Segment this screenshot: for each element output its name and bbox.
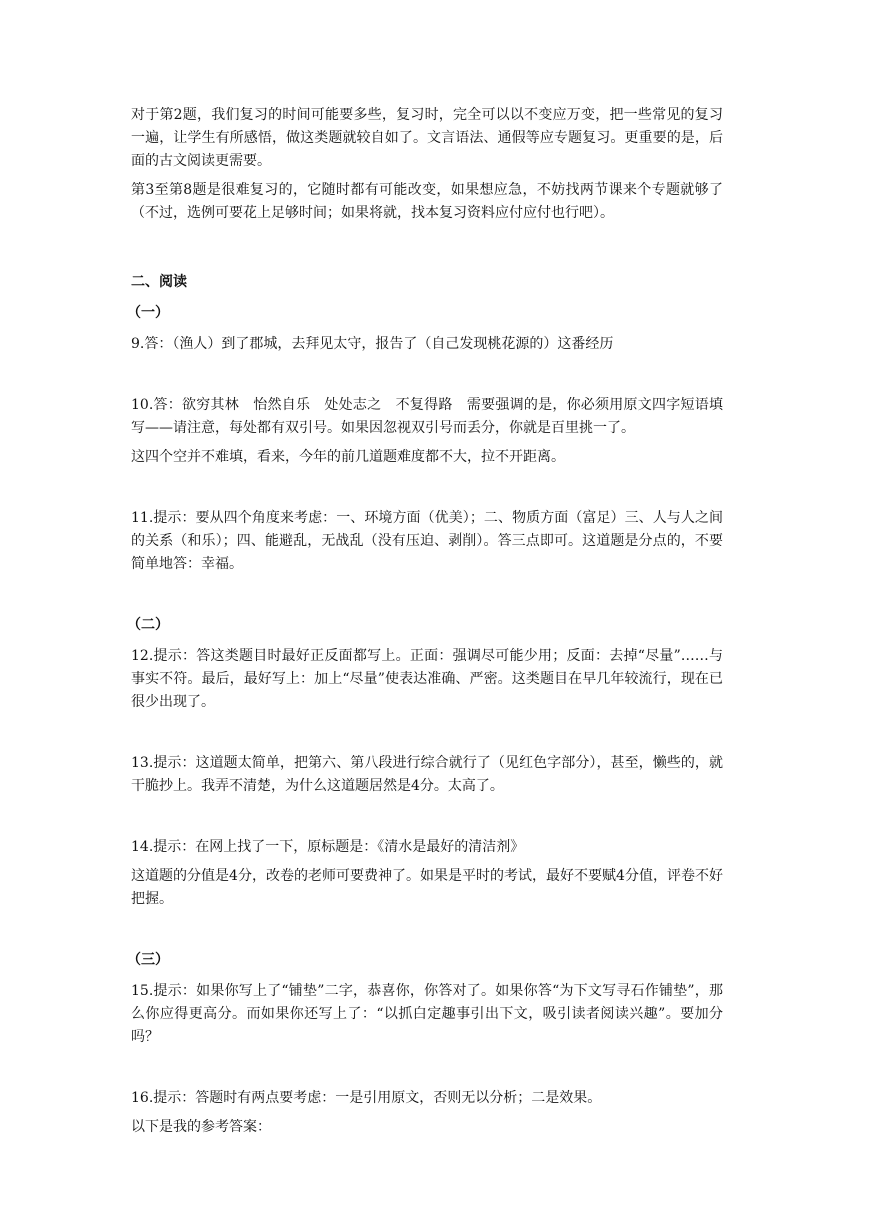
note-q10: 这四个空并不难填，看来，今年的前几道题难度都不大，拉不开距离。 bbox=[131, 449, 565, 465]
intro-paragraph-2: 第3至第8题是很难复习的，它随时都有可能改变，如果想应急，不妨找两节课来个专题就够了（不过，选例可要花上足够时间；如果将就，找本复习资料应付应付也行吧）。 bbox=[131, 182, 723, 221]
answer-q10: 10.答：欲穷其林 怡然自乐 处处志之 不复得路 需要强调的是，你必须用原文四字短语填写——请注意，每处都有双引号。如果因忽视双引号而丢分，你就是百里挑一了。 bbox=[131, 397, 723, 436]
answer-q15: 15.提示：如果你写上了“铺垫”二字，恭喜你，你答对了。如果你答“为下文写寻石作铺垫”，那么你应得更高分。而如果你还写上了：“以抓白定趣事引出下文，吸引读者阅读兴趣”。要加分吗？ bbox=[131, 983, 723, 1045]
part-1-label: （一） bbox=[127, 305, 169, 321]
answer-q9: 9.答：（渔人）到了郡城，去拜见太守，报告了（自己发现桃花源的）这番经历 bbox=[131, 336, 614, 352]
answer-q11: 11.提示：要从四个角度来考虑：一、环境方面（优美）；二、物质方面（富足）三、人与人之间的关系（和乐）；四、能避乱，无战乱（没有压迫、剥削）。答三点即可。这道题是分点的，不要简单地答：幸福。 bbox=[131, 510, 723, 572]
document-page bbox=[127, 104, 723, 1145]
answer-q12: 12.提示：答这类题目时最好正反面都写上。正面：强调尽可能少用；反面：去掉“尽量”……与事实不符。最后，最好写上：加上“尽量”使表达准确、严密。这类题目在早几年较流行，现在已很少出现了。 bbox=[131, 648, 723, 710]
note-q16: 以下是我的参考答案： bbox=[131, 1119, 271, 1135]
note-q14: 这道题的分值是4分，改卷的老师可要费神了。如果是平时的考试，最好不要赋4分值，评卷不好把握。 bbox=[131, 868, 723, 907]
part-3-label: （三） bbox=[127, 952, 169, 968]
answer-q13: 13.提示：这道题太简单，把第六、第八段进行综合就行了（见红色字部分），甚至，懒些的，就干脆抄上。我弄不清楚，为什么这道题居然是4分。太高了。 bbox=[131, 755, 723, 794]
intro-paragraph-1: 对于第2题，我们复习的时间可能要多些，复习时，完全可以以不变应万变，把一些常见的复习一遍，让学生有所感悟，做这类题就较自如了。文言语法、通假等应专题复习。更重要的是，后面的古文阅读更需要。 bbox=[131, 107, 723, 169]
section-title-reading: 二、阅读 bbox=[131, 274, 187, 290]
answer-q16: 16.提示：答题时有两点要考虑：一是引用原文，否则无以分析；二是效果。 bbox=[131, 1090, 602, 1106]
answer-q14: 14.提示：在网上找了一下，原标题是：《清水是最好的清洁剂》 bbox=[131, 839, 525, 855]
part-2-label: （二） bbox=[127, 617, 169, 633]
